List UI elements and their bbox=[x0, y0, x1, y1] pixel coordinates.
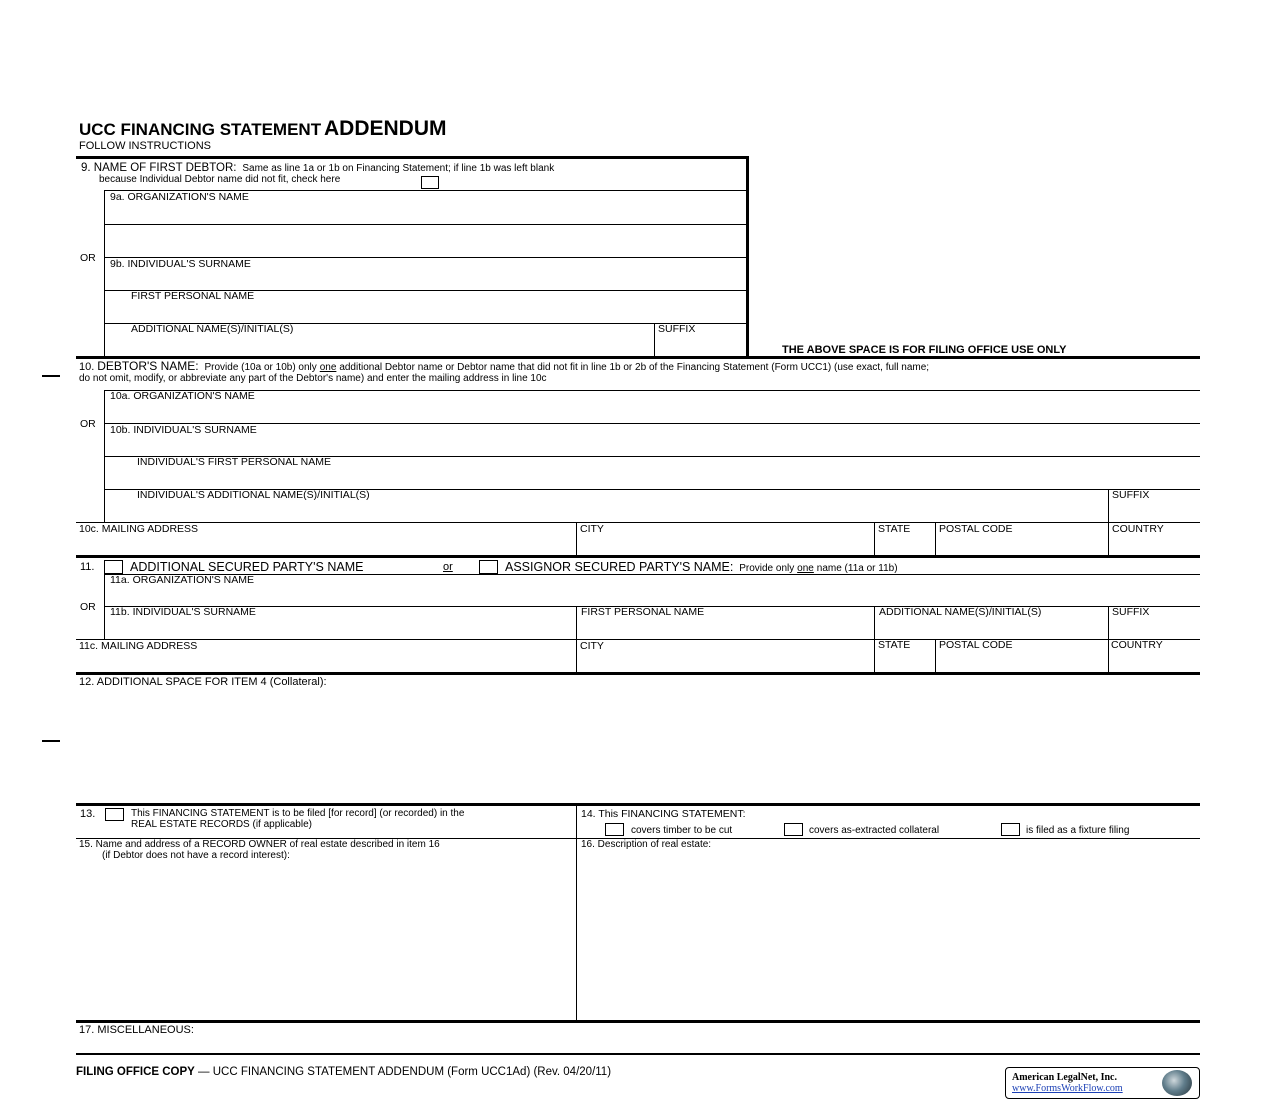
row11a-top bbox=[104, 574, 1200, 575]
item11b-first-divider bbox=[576, 606, 577, 639]
row10c-top bbox=[76, 522, 1200, 523]
item14-fixture-label: is filed as a fixture filing bbox=[1026, 825, 1130, 836]
item10c-state-label: STATE bbox=[878, 523, 911, 535]
item11-first-name-label: FIRST PERSONAL NAME bbox=[581, 606, 705, 618]
item11b-suffix-divider bbox=[1108, 606, 1109, 639]
item10c-postal-divider bbox=[935, 522, 936, 556]
section10-top-border bbox=[76, 356, 1200, 359]
item11-first-name-input[interactable] bbox=[580, 620, 872, 638]
item11b-input[interactable] bbox=[108, 620, 574, 638]
item10-suffix-divider bbox=[1108, 489, 1109, 523]
item14-extracted-label: covers as-extracted collateral bbox=[809, 825, 940, 836]
footer-copy-line: FILING OFFICE COPY — UCC FINANCING STATEMENT ADDENDUM (Form UCC1Ad) (Rev. 04/20/11) bbox=[76, 1066, 612, 1078]
item13-line1: This FINANCING STATEMENT is to be filed [for record] (or recorded) in the bbox=[131, 808, 465, 819]
logo-company-name: American LegalNet, Inc. bbox=[1012, 1072, 1117, 1083]
item11b-label: 11b. INDIVIDUAL'S SURNAME bbox=[110, 606, 256, 618]
item11c-city-label: CITY bbox=[580, 640, 604, 652]
margin-mark-1 bbox=[42, 375, 60, 377]
item9-suffix-label: SUFFIX bbox=[658, 323, 696, 335]
item16-label: 16. Description of real estate: bbox=[581, 839, 712, 850]
globe-icon bbox=[1162, 1070, 1192, 1096]
section12-top-border bbox=[76, 672, 1200, 675]
item15-line1: 15. Name and address of a RECORD OWNER of real estate described in item 16 bbox=[79, 839, 440, 850]
section9-top-border bbox=[76, 156, 749, 159]
item17-misc-input[interactable] bbox=[80, 1037, 1199, 1053]
item11b-additional-divider bbox=[874, 606, 875, 639]
form-title: UCC FINANCING STATEMENT ADDENDUM bbox=[79, 117, 447, 140]
item10a-label: 10a. ORGANIZATION'S NAME bbox=[110, 390, 255, 402]
item9-same-checkbox[interactable] bbox=[421, 176, 439, 189]
item11a-label: 11a. ORGANIZATION'S NAME bbox=[110, 574, 254, 586]
filing-office-note: THE ABOVE SPACE IS FOR FILING OFFICE USE ONLY bbox=[782, 344, 1067, 356]
or-11: OR bbox=[80, 601, 96, 613]
item9b-input[interactable] bbox=[108, 271, 742, 289]
section13-top-border bbox=[76, 803, 1200, 806]
item10c-mailing-label: 10c. MAILING ADDRESS bbox=[79, 523, 199, 535]
item10-suffix-label: SUFFIX bbox=[1112, 489, 1150, 501]
section17-top-border bbox=[76, 1020, 1200, 1023]
item14-fixture-checkbox[interactable] bbox=[1001, 823, 1020, 836]
item10c-country-divider bbox=[1108, 522, 1109, 556]
item11c-mailing-input[interactable] bbox=[80, 654, 574, 672]
logo-url[interactable]: www.FormsWorkFlow.com bbox=[1012, 1083, 1123, 1094]
item11a-input[interactable] bbox=[108, 588, 1197, 606]
item11-additional-checkbox[interactable] bbox=[104, 560, 123, 574]
item10b-input[interactable] bbox=[108, 438, 1197, 456]
item10-first-name-input[interactable] bbox=[136, 470, 1197, 488]
item14-timber-checkbox[interactable] bbox=[605, 823, 624, 836]
item13-num: 13. bbox=[80, 808, 96, 820]
or-10: OR bbox=[80, 418, 96, 430]
item9b-label: 9b. INDIVIDUAL'S SURNAME bbox=[110, 258, 251, 270]
item9-additional-input[interactable] bbox=[130, 337, 652, 355]
item11c-postal-input[interactable] bbox=[939, 654, 1107, 672]
item10c-mailing-input[interactable] bbox=[80, 537, 574, 555]
row10b-top bbox=[104, 423, 1200, 424]
item11-suffix-input[interactable] bbox=[1112, 620, 1200, 638]
item10c-postal-input[interactable] bbox=[939, 537, 1107, 555]
item9-label-line2: because Individual Debtor name did not fit, check here bbox=[99, 174, 341, 185]
item14-label: 14. This FINANCING STATEMENT: bbox=[581, 808, 746, 820]
item11-suffix-label: SUFFIX bbox=[1112, 606, 1150, 618]
item10-first-name-label: INDIVIDUAL'S FIRST PERSONAL NAME bbox=[137, 456, 331, 468]
row10a-top bbox=[104, 390, 1200, 391]
item10c-postal-label: POSTAL CODE bbox=[939, 523, 1013, 535]
item11-assignor-checkbox[interactable] bbox=[479, 560, 498, 574]
item11c-country-divider bbox=[1108, 639, 1109, 673]
item14-extracted-checkbox[interactable] bbox=[784, 823, 803, 836]
section9-right-border bbox=[746, 156, 749, 356]
item9-label: 9. NAME OF FIRST DEBTOR: Same as line 1a or 1b on Financing Statement; if line 1b was left blank bbox=[81, 162, 555, 174]
item11c-postal-divider bbox=[935, 639, 936, 673]
item9a-input[interactable] bbox=[108, 204, 742, 222]
item9-first-name-input[interactable] bbox=[130, 304, 742, 322]
item15-line2: (if Debtor does not have a record interest): bbox=[102, 850, 290, 861]
item11-additional-name-label: ADDITIONAL NAME(S)/INITIAL(S) bbox=[879, 606, 1042, 618]
item9-first-name-label: FIRST PERSONAL NAME bbox=[131, 290, 255, 302]
item12-label: 12. ADDITIONAL SPACE FOR ITEM 4 (Collateral): bbox=[79, 676, 327, 688]
item11-or: or bbox=[443, 561, 453, 573]
item13-line2: REAL ESTATE RECORDS (if applicable) bbox=[131, 819, 312, 830]
item11c-country-label: COUNTRY bbox=[1111, 639, 1163, 651]
item9-additional-label: ADDITIONAL NAME(S)/INITIAL(S) bbox=[131, 323, 294, 335]
item10-additional-label: INDIVIDUAL'S ADDITIONAL NAME(S)/INITIAL(S) bbox=[137, 489, 370, 501]
item11c-country-input[interactable] bbox=[1112, 654, 1200, 672]
row9a-bottom bbox=[104, 224, 746, 225]
follow-instructions: FOLLOW INSTRUCTIONS bbox=[79, 140, 212, 152]
or-9: OR bbox=[80, 252, 96, 264]
item14-timber-label: covers timber to be cut bbox=[631, 825, 733, 836]
item10c-city-label: CITY bbox=[580, 523, 604, 535]
item9-suffix-divider bbox=[654, 323, 655, 357]
item10-label-line2: do not omit, modify, or abbreviate any part of the Debtor's name) and enter the mailing address in line 10c bbox=[79, 373, 547, 384]
item9-suffix-input[interactable] bbox=[658, 337, 744, 355]
item10c-city-input[interactable] bbox=[580, 537, 872, 555]
item10a-input[interactable] bbox=[108, 404, 1197, 422]
row11c-top bbox=[76, 639, 1200, 640]
item10c-country-label: COUNTRY bbox=[1112, 523, 1164, 535]
section9-inner-left bbox=[104, 190, 105, 357]
item11c-city-divider bbox=[576, 639, 577, 673]
item10-suffix-input[interactable] bbox=[1112, 503, 1200, 521]
item11c-mailing-label: 11c. MAILING ADDRESS bbox=[79, 640, 198, 652]
item10c-state-input[interactable] bbox=[878, 537, 934, 555]
item11c-city-input[interactable] bbox=[580, 654, 872, 672]
item12-collateral-input[interactable] bbox=[80, 692, 1199, 802]
item10c-country-input[interactable] bbox=[1112, 537, 1200, 555]
item11-assignor-label: ASSIGNOR SECURED PARTY'S NAME: Provide only one name (11a or 11b) bbox=[505, 560, 898, 574]
item11c-state-divider bbox=[874, 639, 875, 673]
item11-additional-label: ADDITIONAL SECURED PARTY'S NAME bbox=[130, 560, 364, 574]
item11c-state-label: STATE bbox=[878, 639, 911, 651]
section11-top-border bbox=[76, 555, 1200, 558]
item13-checkbox[interactable] bbox=[105, 808, 124, 821]
item11-num: 11. bbox=[80, 561, 95, 573]
item17-label: 17. MISCELLANEOUS: bbox=[79, 1024, 194, 1036]
item9a-label: 9a. ORGANIZATION'S NAME bbox=[110, 191, 249, 203]
item11c-state-input[interactable] bbox=[878, 654, 934, 672]
item10c-state-divider bbox=[874, 522, 875, 556]
footer-top-border bbox=[76, 1053, 1200, 1055]
american-legalnet-logo[interactable] bbox=[1005, 1067, 1200, 1099]
item11-additional-input[interactable] bbox=[878, 620, 1106, 638]
item16-description-input[interactable] bbox=[581, 852, 1199, 1020]
item10-additional-input[interactable] bbox=[136, 503, 1106, 521]
item10c-city-divider bbox=[576, 522, 577, 556]
item11c-postal-label: POSTAL CODE bbox=[939, 639, 1013, 651]
item15-owner-input[interactable] bbox=[80, 864, 574, 1020]
item10-label: 10. DEBTOR'S NAME: Provide (10a or 10b) only one additional Debtor name or Debtor name that did not fit in line 1b or 2b of the Financing Statement (Form UCC1) (use exact, full name; bbox=[79, 359, 930, 373]
item10b-label: 10b. INDIVIDUAL'S SURNAME bbox=[110, 424, 257, 436]
margin-mark-2 bbox=[42, 740, 60, 742]
